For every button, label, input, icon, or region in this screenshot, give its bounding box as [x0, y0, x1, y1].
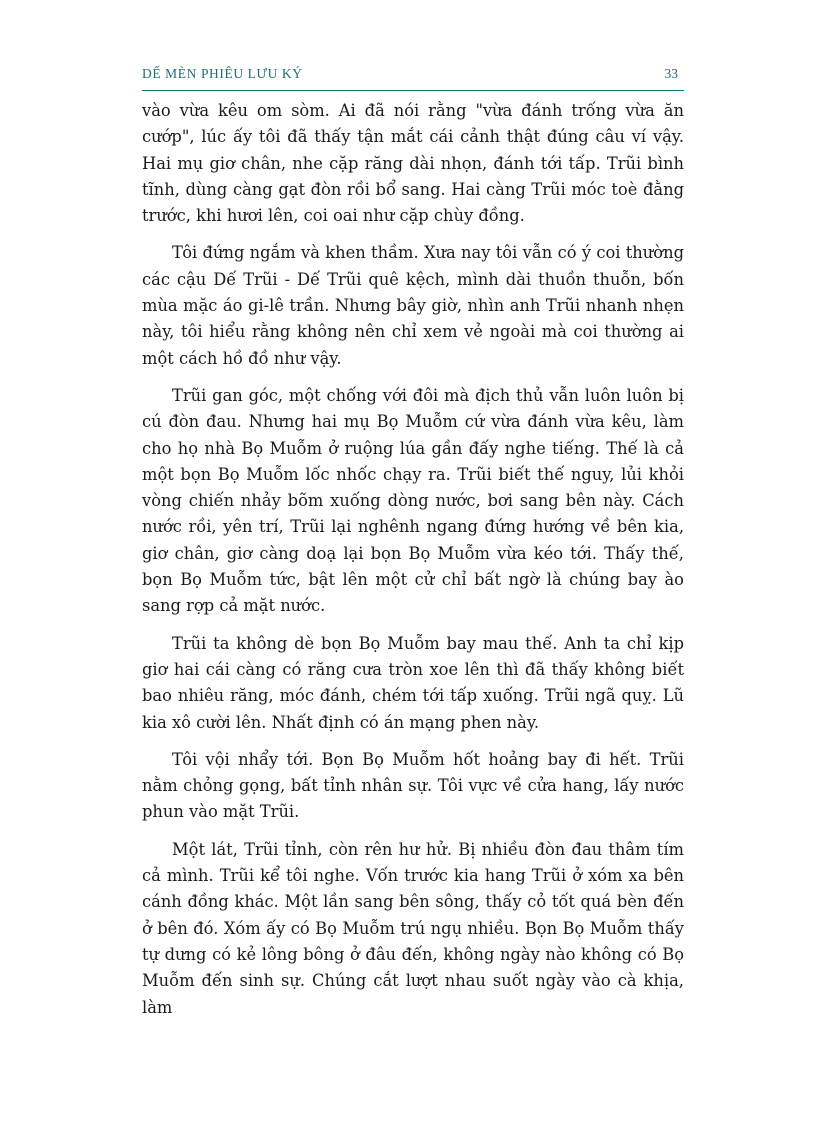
- paragraph: Trũi gan góc, một chống với đôi mà địch thủ vẫn luôn luôn bị cú đòn đau. Nhưng hai mụ Bọ Muỗm cứ vừa đánh vừa kêu, làm cho họ nhà Bọ Muỗm ở ruộng lúa gần đấy nghe tiếng. Thế là cả một bọn Bọ Muỗm lốc nhốc chạy ra. Trũi biết thế nguy, lủi khỏi vòng chiến nhảy bõm xuống dòng nước, bơi sang bên này. Cách nước rồi, yên trí, Trũi lại nghênh ngang đứng hướng về bên kia, giơ chân, giơ càng doạ lại bọn Bọ Muỗm vừa kéo tới. Thấy thế, bọn Bọ Muỗm tức, bật lên một cử chỉ bất ngờ là chúng bay ào sang rợp cả mặt nước.: [142, 385, 684, 616]
- paragraph: Một lát, Trũi tỉnh, còn rên hư hử. Bị nhiều đòn đau thâm tím cả mình. Trũi kể tôi nghe. Vốn trước kia hang Trũi ở xóm xa bên cánh đồng khác. Một lần sang bên sông, thấy cỏ tốt quá bèn đến ở bên đó. Xóm ấy có Bọ Muỗm trú ngụ nhiều. Bọn Bọ Muỗm thấy tự dưng có kẻ lông bông ở đâu đến, không ngày nào không có Bọ Muỗm đến sinh sự. Chúng cắt lượt nhau suốt ngày vào cà khịa, làm: [142, 839, 684, 1017]
- book-title: DẾ MÈN PHIÊU LƯU KÝ: [142, 66, 303, 81]
- page-number: 33: [664, 66, 678, 81]
- body-text: [142, 98, 684, 1032]
- paragraph: Trũi ta không dè bọn Bọ Muỗm bay mau thế. Anh ta chỉ kịp giơ hai cái càng có răng cưa tròn xoe lên thì đã thấy không biết bao nhiêu răng, móc đánh, chém tới tấp xuống. Trũi ngã quỵ. Lũ kia xô cười lên. Nhất định có án mạng phen này.: [142, 633, 684, 732]
- paragraph: Tôi vội nhẩy tới. Bọn Bọ Muỗm hốt hoảng bay đi hết. Trũi nằm chỏng gọng, bất tỉnh nhân sự. Tôi vực về cửa hang, lấy nước phun vào mặt Trũi.: [142, 749, 684, 822]
- paragraph: Tôi đứng ngắm và khen thầm. Xưa nay tôi vẫn có ý coi thường các cậu Dế Trũi - Dế Trũi quê kệch, mình dài thuồn thuỗn, bốn mùa mặc áo gi-lê trần. Nhưng bây giờ, nhìn anh Trũi nhanh nhẹn này, tôi hiểu rằng không nên chỉ xem vẻ ngoài mà coi thường ai một cách hồ đồ như vậy.: [142, 243, 684, 368]
- paragraph-continuation: vào vừa kêu om sòm. Ai đã nói rằng "vừa đánh trống vừa ăn cướp", lúc ấy tôi đã thấy tận mắt cái cảnh thật đúng câu ví vậy. Hai mụ giơ chân, nhe cặp răng dài nhọn, đánh tới tấp. Trũi bình tĩnh, dùng càng gạt đòn rồi bổ sang. Hai càng Trũi móc toè đằng trước, khi hươi lên, coi oai như cặp chùy đồng.: [142, 101, 684, 226]
- running-header: [142, 64, 684, 91]
